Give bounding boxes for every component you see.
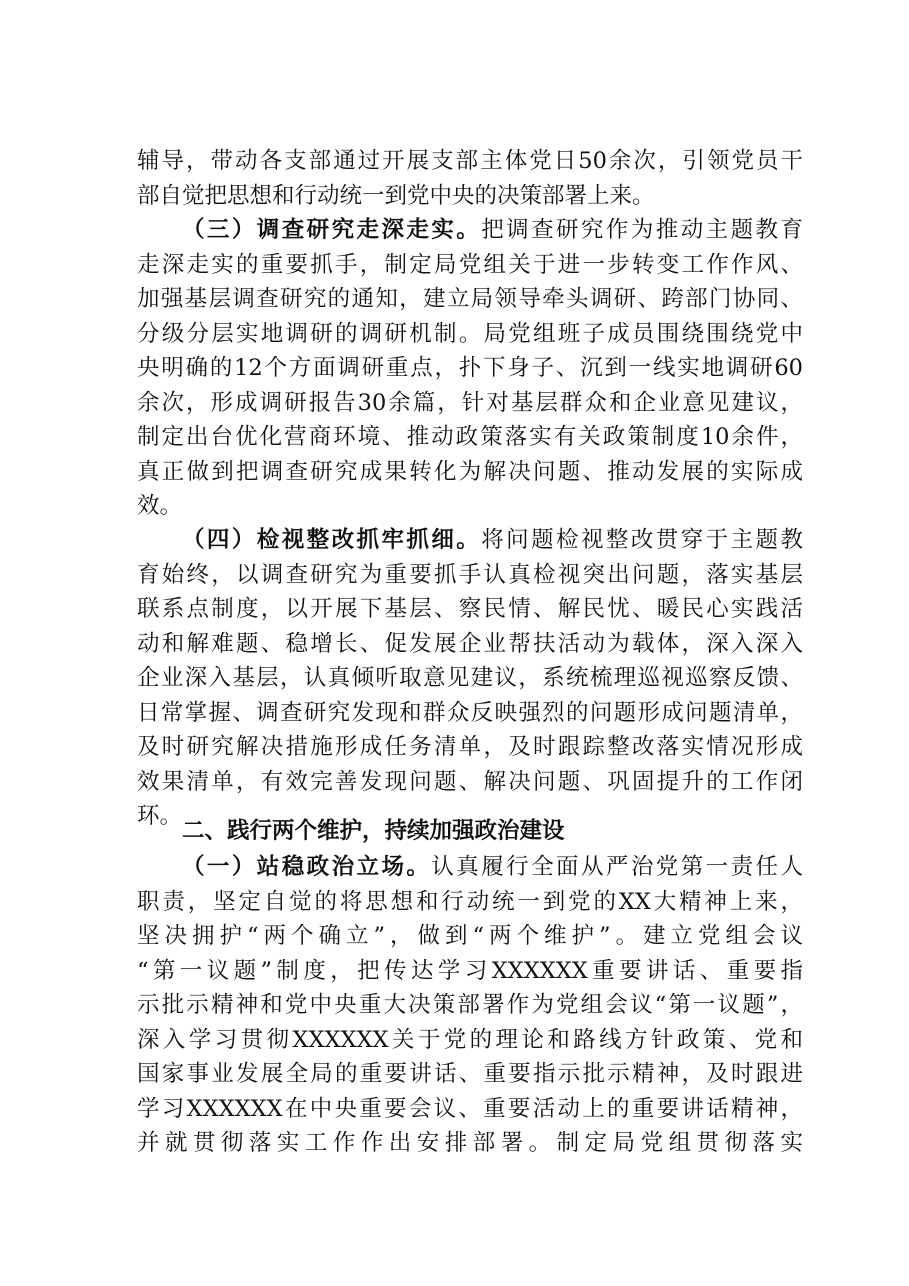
text-line: 学习XXXXXX在中央重要会议、重要活动上的重要讲话精神， (137, 1095, 803, 1122)
paragraph-research (137, 213, 803, 524)
text-line: 育始终，以调查研究为重要抓手认真检视突出问题，落实基层 (137, 561, 803, 588)
text-line (137, 523, 803, 558)
text-run: 认真履行全面从严治党第一责任人 (431, 854, 803, 880)
text-line: 动和解难题、稳增长、促发展企业帮扶活动为载体，深入深入 (137, 630, 803, 657)
text-line: 分级分层实地调研的调研机制。局党组班子成员围绕围绕党中 (137, 320, 803, 347)
paragraph-lead: （三）调查研究走深走实。 (182, 217, 482, 243)
text-line: “第一议题”制度，把传达学习XXXXXX重要讲话、重要指 (137, 957, 803, 984)
paragraph-lead: （四）检视整改抓牢抓细。 (182, 527, 482, 553)
text-line: 真正做到把调查研究成果转化为解决问题、推动发展的实际成 (137, 458, 803, 485)
text-line: 走深走实的重要抓手，制定局党组关于进一步转变工作作风、 (137, 251, 803, 278)
text-line: 余次，形成调研报告30余篇，针对基层群众和企业意见建议， (137, 389, 803, 416)
paragraph-rectification (137, 523, 803, 834)
text-line: 部自觉把思想和行动统一到党中央的决策部署上来。 (137, 182, 655, 209)
text-line: 央明确的12个方面调研重点，扑下身子、沉到一线实地调研60 (137, 355, 803, 381)
text-line: 企业深入基层，认真倾听取意见建议，系统梳理巡视巡察反馈、 (137, 665, 803, 691)
text-line: 深入学习贯彻XXXXXX关于党的理论和路线方针政策、党和 (137, 1026, 803, 1053)
text-line: 效果清单，有效完善发现问题、解决问题、巩固提升的工作闭 (137, 768, 803, 795)
text-line: 职责，坚定自觉的将思想和行动统一到党的XX大精神上来， (137, 888, 803, 915)
text-line: 日常掌握、调查研究发现和群众反映强烈的问题形成问题清单， (137, 699, 803, 726)
text-line: 制定出台优化营商环境、推动政策落实有关政策制度10余件， (137, 424, 803, 450)
text-line: 及时研究解决措施形成任务清单，及时跟踪整改落实情况形成 (137, 734, 803, 760)
text-line (137, 850, 803, 885)
text-line: 环。 (137, 803, 183, 829)
paragraph-political-stance (137, 850, 803, 1161)
paragraph-continuation (137, 144, 803, 213)
text-line: 加强基层调查研究的通知，建立局领导牵头调研、跨部门协同、 (137, 286, 803, 312)
text-line (137, 213, 803, 248)
text-line: 效。 (137, 493, 183, 519)
text-line: 辅导，带动各支部通过开展支部主体党日50余次，引领党员干 (137, 148, 803, 174)
paragraph-lead: （一）站稳政治立场。 (182, 854, 432, 880)
text-line: 示批示精神和党中央重大决策部署作为党组会议“第一议题”， (137, 992, 803, 1018)
section-heading: 二、践行两个维护，持续加强政治建设 (182, 818, 565, 844)
text-line: 国家事业发展全局的重要讲话、重要指示批示精神，及时跟进 (137, 1061, 803, 1087)
text-run: 将问题检视整改贯穿于主题教 (481, 527, 803, 553)
text-line: 联系点制度，以开展下基层、察民情、解民忧、暖民心实践活 (137, 596, 803, 622)
text-line: 并就贯彻落实工作作出安排部署。制定局党组贯彻落实 (137, 1130, 803, 1156)
text-line: 坚决拥护“两个确立”，做到“两个维护”。建立党组会议 (137, 923, 803, 949)
text-run: 把调查研究作为推动主题教育 (481, 217, 803, 243)
